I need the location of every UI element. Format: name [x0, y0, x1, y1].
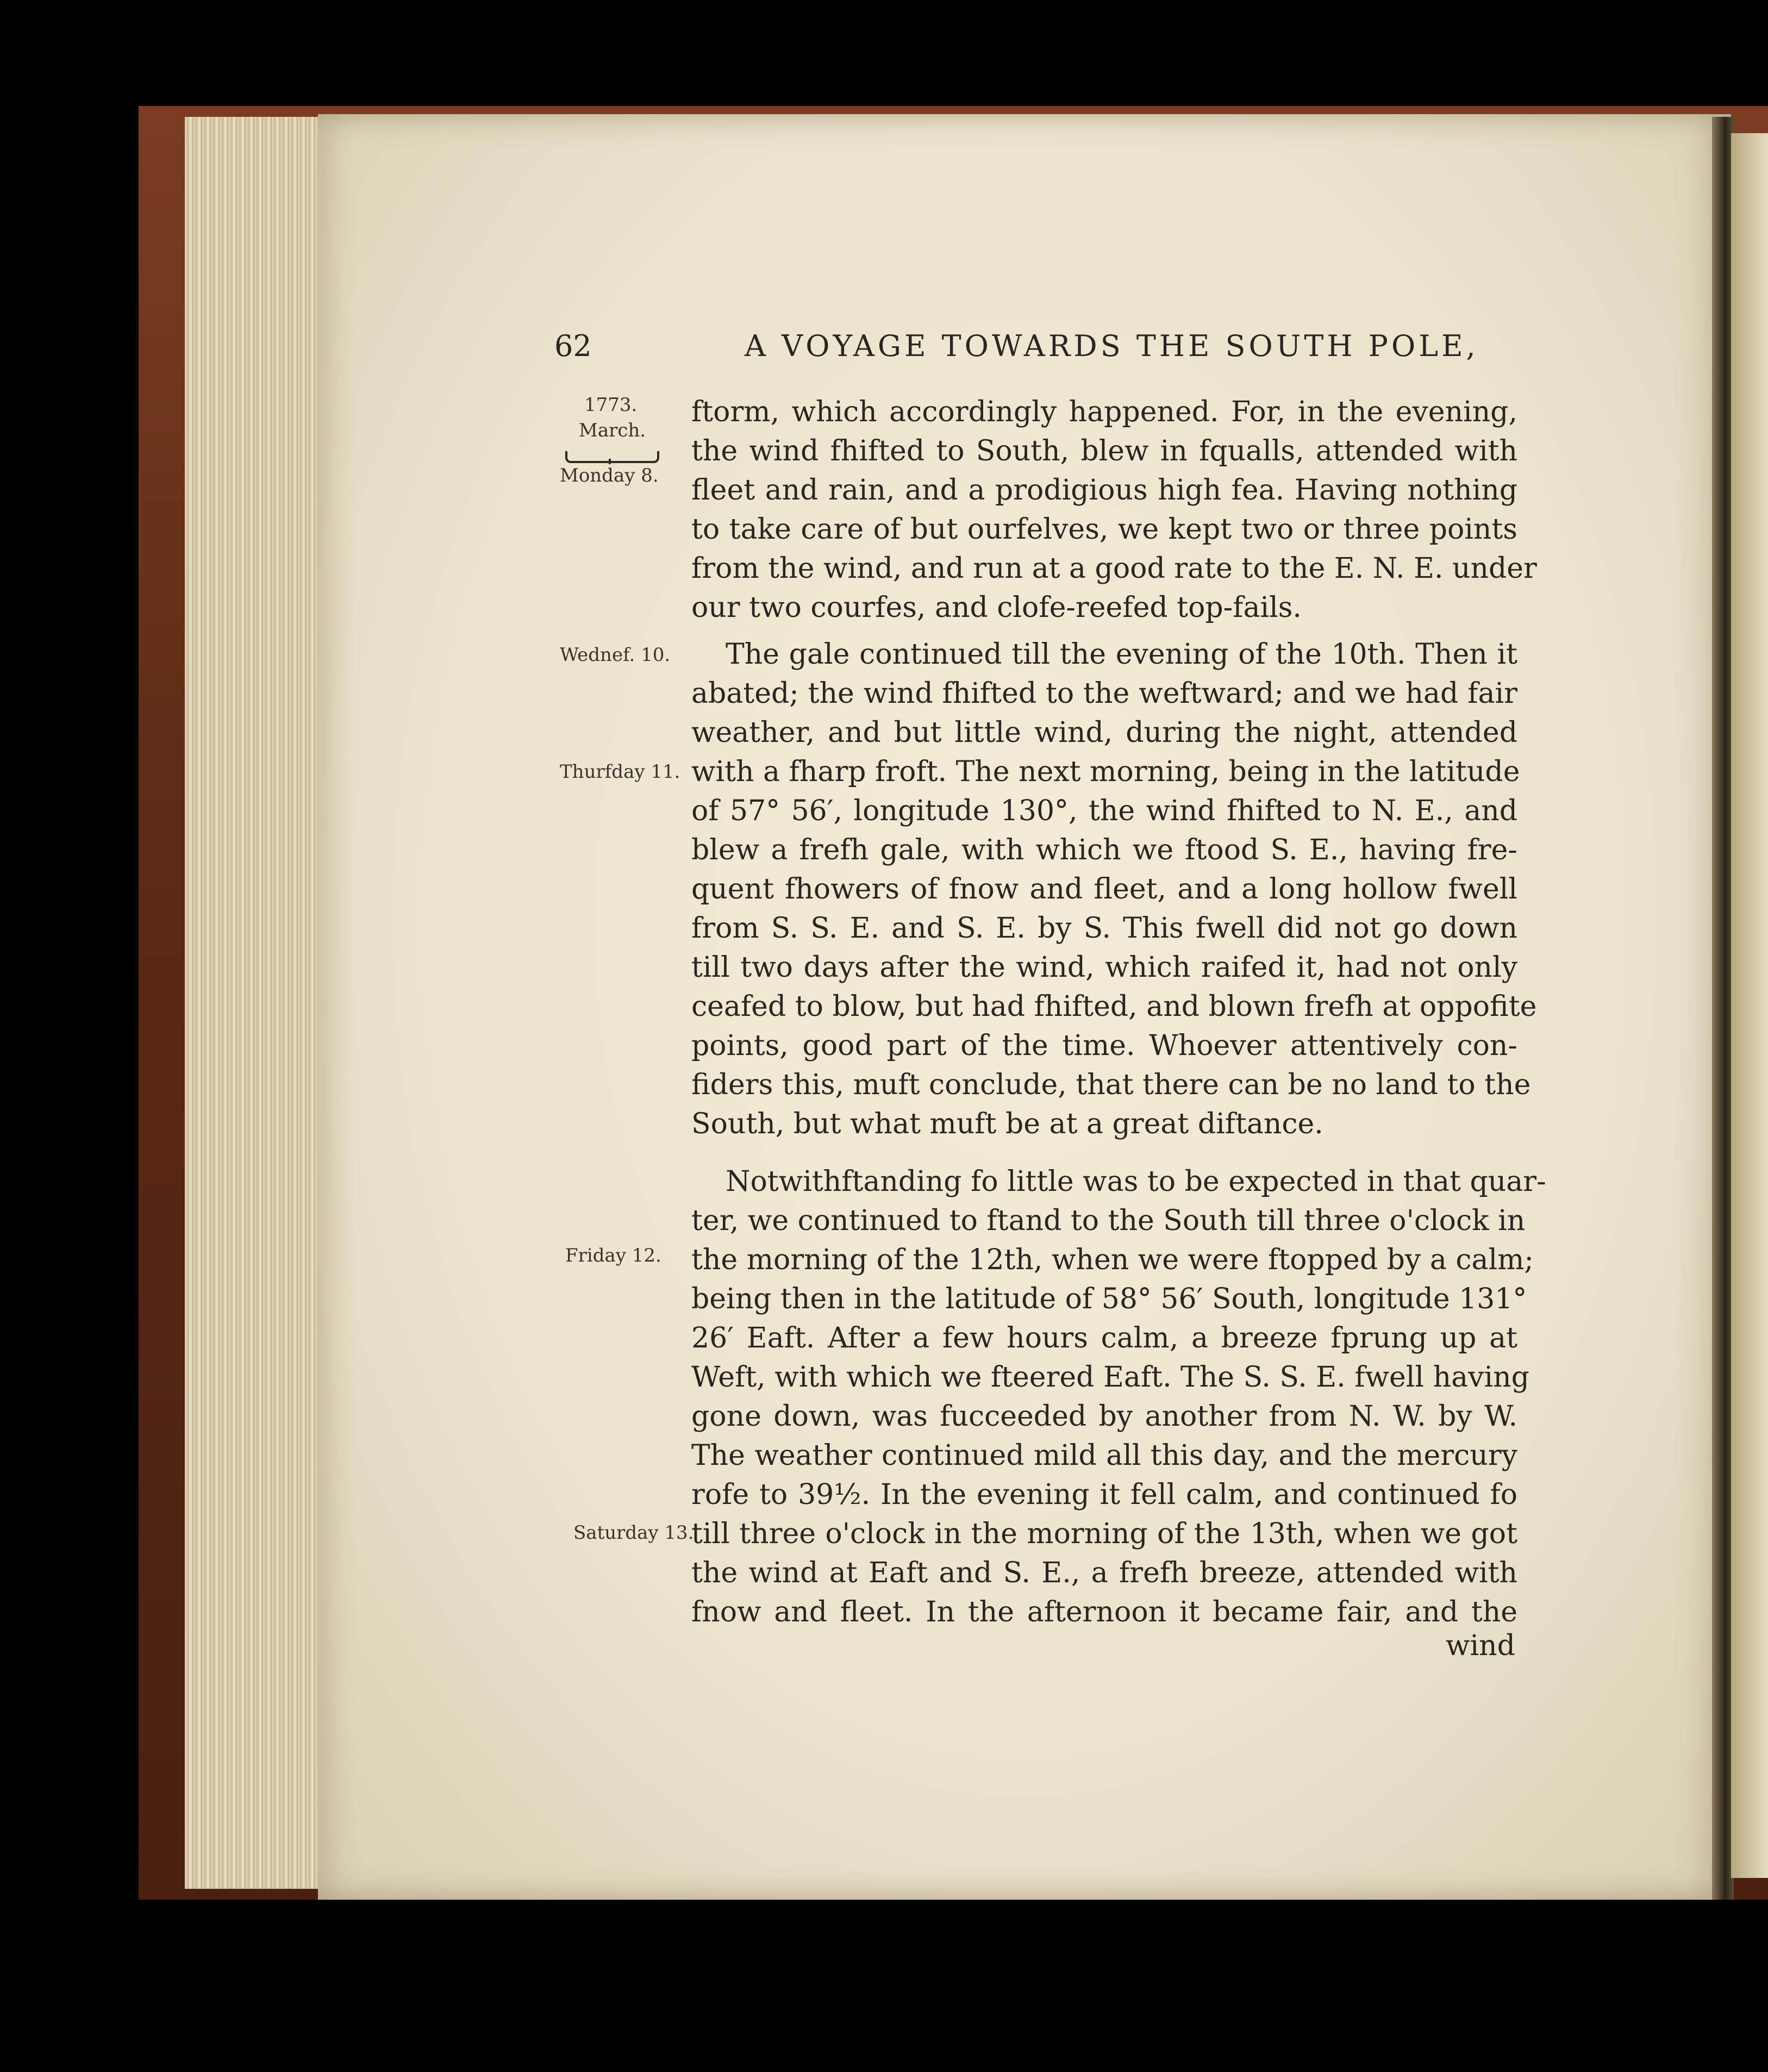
- text-line: to take care of but ourfelves, we kept two or three points: [691, 513, 1517, 546]
- text-line: till two days after the wind, which raifed it, had not only: [691, 951, 1517, 984]
- margin-brace: [565, 451, 659, 463]
- text-line: of 57° 56′, longitude 130°, the wind fhifted to N. E., and: [691, 795, 1517, 827]
- margin-year: 1773.: [584, 394, 638, 416]
- text-line: the morning of the 12th, when we were ftopped by a calm;: [691, 1244, 1534, 1276]
- text-line: 26′ Eaft. After a few hours calm, a breeze fprung up at: [691, 1322, 1517, 1355]
- text-line: fleet and rain, and a prodigious high fea. Having nothing: [691, 474, 1517, 507]
- text-line: ftorm, which accordingly happened. For, in the evening,: [691, 396, 1517, 428]
- text-line: South, but what muft be at a great diftance.: [691, 1108, 1323, 1140]
- text-line: till three o'clock in the morning of the 13th, when we got: [691, 1518, 1517, 1550]
- text-line: the wind fhifted to South, blew in fqualls, attended with: [691, 435, 1517, 467]
- text-line: Notwithftanding fo little was to be expected in that quar-: [726, 1165, 1546, 1198]
- running-head: A VOYAGE TOWARDS THE SOUTH POLE,: [745, 329, 1479, 363]
- text-line: from the wind, and run at a good rate to the E. N. E. under: [691, 552, 1537, 585]
- text-line: ceafed to blow, but had fhifted, and blown frefh at oppofite: [691, 990, 1537, 1023]
- margin-note-wednesday: Wednef. 10.: [560, 644, 671, 666]
- text-line: weather, and but little wind, during the night, attended: [691, 716, 1517, 749]
- text-line: the wind at Eaft and S. E., a frefh breeze, attended with: [691, 1557, 1517, 1589]
- text-line: quent fhowers of fnow and fleet, and a long hollow fwell: [691, 873, 1517, 906]
- text-line: fiders this, muft conclude, that there can be no land to the: [691, 1069, 1531, 1101]
- text-line: The gale continued till the evening of the 10th. Then it: [726, 638, 1517, 671]
- margin-note-friday: Friday 12.: [565, 1245, 661, 1266]
- text-line: abated; the wind fhifted to the weftward; and we had fair: [691, 677, 1517, 710]
- text-line: with a fharp froft. The next morning, being in the latitude: [691, 756, 1520, 788]
- margin-note-monday: Monday 8.: [560, 465, 659, 486]
- margin-note-thursday: Thurfday 11.: [560, 761, 680, 783]
- facing-page-edge: [1731, 133, 1768, 1878]
- margin-note-saturday: Saturday 13.: [573, 1522, 694, 1544]
- text-line: our two courfes, and clofe-reefed top-fails.: [691, 591, 1302, 624]
- text-line: The weather continued mild all this day, and the mercury: [691, 1439, 1517, 1472]
- margin-month: March.: [579, 420, 646, 441]
- book-gutter: [1712, 117, 1734, 1900]
- text-line: being then in the latitude of 58° 56′ South, longitude 131°: [691, 1283, 1527, 1315]
- text-line: from S. S. E. and S. E. by S. This fwell did not go down: [691, 912, 1517, 945]
- page-edges: [185, 117, 326, 1889]
- text-line: rofe to 39½. In the evening it fell calm, and continued fo: [691, 1478, 1517, 1511]
- text-line: points, good part of the time. Whoever attentively con-: [691, 1029, 1517, 1062]
- text-line: fnow and fleet. In the afternoon it became fair, and the: [691, 1596, 1517, 1628]
- text-line: ter, we continued to ftand to the South till three o'clock in: [691, 1204, 1526, 1237]
- catchword: wind: [1446, 1630, 1515, 1662]
- text-line: blew a frefh gale, with which we ftood S. E., having fre-: [691, 834, 1517, 866]
- text-line: Weft, with which we fteered Eaft. The S. S. E. fwell having: [691, 1361, 1529, 1394]
- text-line: gone down, was fucceeded by another from N. W. by W.: [691, 1400, 1517, 1433]
- page-number: 62: [554, 329, 592, 363]
